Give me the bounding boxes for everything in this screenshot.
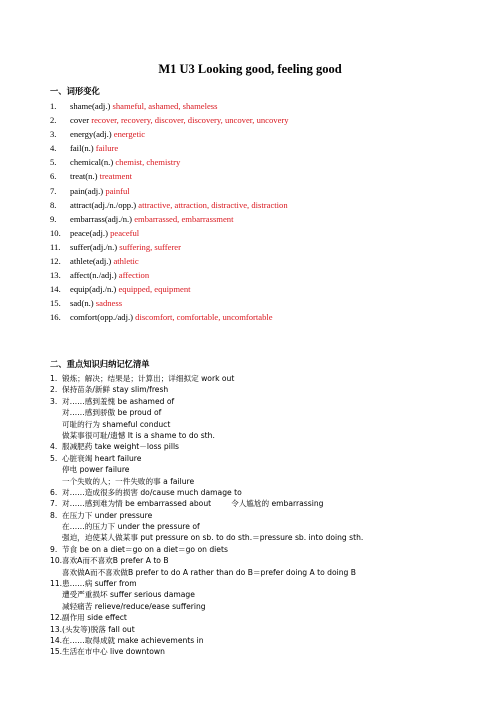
key-point-subline [50, 430, 470, 441]
key-point-item [50, 487, 470, 498]
key-point-text: 减轻痛苦 relieve/reduce/ease suffering [62, 601, 206, 611]
word-form-item [50, 226, 470, 240]
derived-forms: attractive, attraction, distractive, distraction [138, 199, 288, 210]
word-form-item [50, 240, 470, 254]
key-point-text: 一个失败的人；一件失败的事 a failure [62, 476, 195, 486]
key-point-text: 保持苗条/新鲜 stay slim/fresh [62, 385, 169, 395]
key-point-item [50, 635, 470, 646]
base-word: shame(adj.) [70, 101, 113, 111]
key-point-subline [50, 521, 470, 532]
base-word: attract(adj./n./opp.) [70, 199, 139, 210]
derived-forms: energetic [113, 129, 146, 140]
item-number: 3. [50, 396, 58, 406]
word-forms-list [50, 99, 470, 325]
key-point-text: 喜欢做A而不喜欢做B prefer to do A rather than do B＝prefer doing A to doing B [62, 567, 356, 577]
item-number: 15. [50, 647, 63, 657]
word-form-item [50, 282, 470, 296]
item-number: 7. [50, 499, 58, 509]
word-form-item [50, 254, 470, 268]
key-point-text: 可耻的行为 shameful conduct [62, 419, 171, 429]
derived-forms: painful [105, 185, 130, 196]
key-point-subline [50, 567, 470, 578]
item-number: 1. [50, 374, 58, 383]
item-number: 7. [50, 185, 57, 196]
key-point-text: 对……造成很多的损害 do/cause much damage to [62, 487, 242, 497]
key-point-subline [50, 476, 470, 487]
key-point-item [50, 453, 470, 464]
word-form-item [50, 155, 470, 169]
item-number: 14. [50, 635, 63, 645]
base-word: equip(adj./n.) [70, 284, 119, 295]
item-number: 6. [50, 487, 58, 497]
key-point-text: 强迫，迫使某人做某事 put pressure on sb. to do sth.＝pressure sb. into doing sth. [62, 533, 364, 543]
base-word: suffer(adj./n.) [70, 241, 120, 252]
word-form-item [50, 99, 470, 113]
base-word: athlete(adj.) [70, 256, 114, 267]
key-point-subline [50, 419, 470, 430]
item-number: 10. [50, 556, 63, 566]
key-point-text: 在压力下 under pressure [62, 510, 153, 520]
key-point-text: 在……取得成就 make achievements in [62, 635, 204, 645]
derived-forms: chemist, chemistry [115, 157, 181, 168]
base-word: pain(adj.) [70, 185, 106, 196]
word-form-item [50, 268, 470, 282]
key-point-text: 做某事很可耻/遗憾 It is a shame to do sth. [62, 430, 215, 440]
key-point-item [50, 612, 470, 623]
key-point-text-extra: 令人尴尬的 embarrassing [231, 499, 324, 509]
base-word: fail(n.) [70, 143, 96, 154]
word-form-item [50, 127, 470, 141]
key-point-text: (头发等)脱落 fall out [62, 624, 135, 634]
key-point-text: 锻炼；解决；结果是；计算出；详细拟定 work out [62, 374, 235, 383]
derived-forms: shameful, ashamed, shameless [112, 101, 218, 111]
key-point-text: 服减肥药 take weight－loss pills [62, 442, 180, 452]
key-point-item [50, 646, 470, 657]
item-number: 11. [50, 241, 61, 252]
derived-forms: suffering, sufferer [119, 241, 181, 252]
item-number: 6. [50, 171, 57, 182]
key-point-text: 副作用 side effect [62, 613, 127, 623]
key-point-item [50, 373, 470, 384]
key-point-item [50, 555, 470, 566]
item-number: 5. [50, 157, 57, 168]
derived-forms: sadness [95, 298, 123, 309]
item-number: 2. [50, 385, 58, 395]
document-title: M1 U3 Looking good, feeling good [158, 62, 342, 76]
key-point-item [50, 396, 470, 407]
key-points-list [50, 373, 470, 658]
item-number: 5. [50, 453, 58, 463]
key-point-subline [50, 532, 470, 543]
key-point-subline [50, 601, 470, 612]
base-word: embarrass(adj./n.) [70, 213, 135, 224]
item-number: 1. [50, 101, 57, 111]
derived-forms: athletic [113, 256, 139, 267]
key-point-item [50, 544, 470, 555]
key-point-item [50, 498, 470, 509]
section-heading-key-points: 二、重点知识归纳记忆清单 [50, 359, 150, 369]
key-point-text: 对……感到羞愧 be ashamed of [62, 396, 175, 406]
word-form-item [50, 169, 470, 183]
word-form-item [50, 310, 470, 324]
key-point-text: 生活在市中心 live downtown [62, 647, 165, 657]
word-form-item [50, 141, 470, 155]
base-word: comfort(opp./adj.) [70, 312, 136, 323]
base-word: cover [70, 115, 92, 126]
key-point-text: 对……感到骄傲 be proud of [62, 408, 162, 418]
derived-forms: discomfort, comfortable, uncomfortable [135, 312, 273, 323]
item-number: 8. [50, 199, 57, 210]
derived-forms: recover, recovery, discover, discovery, uncover, uncovery [91, 115, 289, 126]
word-form-item [50, 198, 470, 212]
base-word: peace(adj.) [70, 227, 111, 238]
item-number: 2. [50, 115, 57, 126]
item-number: 4. [50, 442, 58, 452]
key-point-text: 心脏衰竭 heart failure [62, 453, 142, 463]
base-word: chemical(n.) [70, 157, 116, 168]
key-point-item [50, 510, 470, 521]
item-number: 9. [50, 544, 58, 554]
key-point-subline [50, 589, 470, 600]
word-form-item [50, 296, 470, 310]
word-form-item [50, 184, 470, 198]
item-number: 12. [50, 613, 63, 623]
derived-forms: equipped, equipment [118, 284, 191, 295]
key-point-text: 在……的压力下 under the pressure of [62, 522, 200, 532]
key-point-text: 停电 power failure [62, 465, 130, 475]
base-word: treat(n.) [70, 171, 100, 182]
section-heading-word-forms: 一、词形变化 [50, 86, 100, 96]
key-point-subline [50, 407, 470, 418]
base-word: affect(n./adj.) [70, 270, 119, 281]
item-number: 14. [50, 284, 61, 295]
item-number: 9. [50, 213, 57, 224]
derived-forms: peaceful [110, 227, 140, 238]
item-number: 12. [50, 256, 61, 267]
item-number: 10. [50, 227, 61, 238]
item-number: 11. [50, 579, 63, 589]
base-word: sad(n.) [70, 298, 96, 309]
item-number: 13. [50, 624, 63, 634]
key-point-item [50, 578, 470, 589]
key-point-subline [50, 464, 470, 475]
key-point-text: 患……病 suffer from [62, 579, 137, 589]
item-number: 16. [50, 312, 61, 323]
derived-forms: failure [95, 143, 119, 154]
derived-forms: embarrassed, embarrassment [134, 213, 234, 224]
key-point-text: 对……感到难为情 be embarrassed about [62, 499, 212, 509]
base-word: energy(adj.) [70, 129, 114, 140]
derived-forms: affection [118, 270, 150, 281]
derived-forms: treatment [99, 171, 133, 182]
word-form-item [50, 212, 470, 226]
item-number: 15. [50, 298, 61, 309]
item-number: 4. [50, 143, 57, 154]
key-point-text: 节食 be on a diet＝go on a diet＝go on diets [62, 544, 228, 554]
word-form-item [50, 113, 470, 127]
key-point-item [50, 384, 470, 395]
key-point-text: 喜欢A而不喜欢B prefer A to B [62, 556, 169, 566]
item-number: 13. [50, 270, 61, 281]
key-point-item [50, 441, 470, 452]
item-number: 3. [50, 129, 57, 140]
key-point-text: 遭受严重损坏 suffer serious damage [62, 590, 195, 600]
item-number: 8. [50, 510, 58, 520]
key-point-item [50, 624, 470, 635]
